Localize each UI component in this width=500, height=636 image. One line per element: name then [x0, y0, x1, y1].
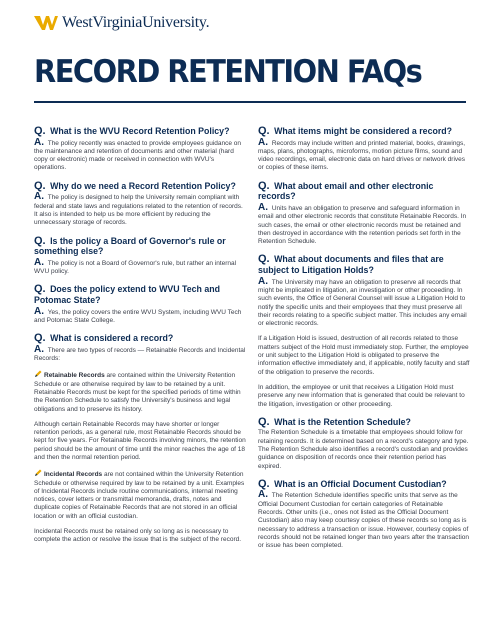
faq-answer	[34, 193, 246, 227]
paragraph: If a Litigation Hold is issued, destruction of all records related to those matters subject of the Hold must immediately stop. Further, the employee or unit subject to the Litigation Hold is obligated to preserve the information effective immediately and, if applicable, notify faculty and staff of the obligation to preserve the records.	[258, 335, 470, 376]
question-text: What about email and other electronic records?	[258, 180, 434, 202]
a-marker: A.	[258, 201, 268, 213]
bullet-label: Retainable Records	[44, 372, 105, 380]
a-marker: A.	[258, 275, 268, 287]
faq-answer	[258, 201, 470, 246]
paragraph: Although certain Retainable Records may have shorter or longer retention periods, as a general rule, most Retainable Records should be kept for five years. For Retainable Records involving minors, the retention period should be the amount of time until the minor reaches the age of 18 and then the normal retention period.	[34, 420, 246, 461]
right-column	[258, 126, 470, 559]
faq-answer	[258, 136, 470, 173]
a-marker: A.	[258, 489, 268, 501]
question-text: What about documents and files that are subject to Litigation Holds?	[258, 254, 444, 276]
faq-answer	[34, 136, 246, 173]
bullet-label: Incidental Records	[44, 471, 103, 479]
q-marker: Q.	[258, 477, 270, 490]
bullet-text: are not contained within the University Retention Schedule or otherwise required by law to be retained by a unit. Examples of Incidental Records include routine communications, internal meeting notices, cover letters or transmittal memoranda, drafts, notes and duplicate copies of Retainable Records that are not stored in an official location or with an official custodian.	[34, 471, 245, 520]
q-marker: Q.	[258, 179, 270, 192]
a-marker: A.	[258, 136, 268, 148]
title-divider	[34, 101, 466, 103]
q-marker: Q.	[34, 332, 46, 345]
faq-question	[34, 236, 246, 257]
page-title: RECORD RETENTION FAQs	[34, 54, 422, 90]
faq-answer	[34, 256, 246, 277]
q-marker: Q.	[258, 253, 270, 266]
answer-text: The policy is not a Board of Governor's rule, but rather an internal WVU policy.	[34, 259, 237, 276]
question-text: Why do we need a Record Retention Policy?	[50, 180, 236, 191]
faq-question	[34, 181, 246, 192]
faq-question	[34, 333, 246, 344]
question-text: What is the Retention Schedule?	[274, 416, 411, 427]
a-marker: A.	[34, 256, 44, 268]
paragraph: Incidental Records must be retained only so long as is necessary to complete the action or resolve the issue that is the subject of the record.	[34, 528, 242, 544]
q-marker: Q.	[34, 125, 46, 137]
faq-item	[34, 284, 246, 325]
paragraph: In addition, the employee or unit that receives a Litigation Hold must preserve any new information that is generated that could be relevant to the litigation, investigation or other proceeding.	[258, 383, 465, 408]
answer-text: The Retention Schedule is a timetable that employees should follow for retaining records. It is determined based on a record's category and type. The Retention Schedule also identifies a record's custodian and provides guidance on disposition of records once their retention period has expired.	[258, 429, 469, 470]
question-text: What is an Official Document Custodian?	[274, 478, 447, 489]
faq-item	[258, 126, 470, 173]
answer-text: The policy recently was enacted to provide employees guidance on the maintenance and retention of documents and other material (hard copy or electronic) made or received in connection with WVU's operations.	[34, 139, 242, 172]
faq-item	[258, 254, 470, 408]
question-text: What items might be considered a record?	[274, 126, 453, 136]
faq-question	[258, 479, 470, 490]
faq-item	[258, 479, 470, 551]
faq-item	[34, 126, 246, 173]
question-text: Is the policy a Board of Governor's rule or something else?	[34, 235, 226, 257]
bullet-incidental	[34, 469, 246, 521]
question-text: What is considered a record?	[50, 333, 174, 344]
faq-question	[258, 181, 470, 202]
faq-answer	[34, 305, 246, 326]
question-text: Does the policy extend to WVU Tech and Potomac State?	[34, 284, 221, 305]
faq-item	[34, 236, 246, 277]
bullet-text: are contained within the University Retention Schedule or are otherwise required by law to be retained by a unit. Retainable Records must be kept for the specified periods of time within the Retention Schedule to satisfy the University's business and legal obligations and to preserve its history.	[34, 372, 241, 413]
pencil-icon	[34, 469, 42, 477]
q-marker: Q.	[34, 179, 46, 192]
question-text: What is the WVU Record Retention Policy?	[50, 126, 230, 136]
faq-item	[258, 181, 470, 247]
answer-text: There are two types of records — Retainable Records and Incidental Records:	[34, 346, 246, 363]
faq-answer	[258, 429, 470, 470]
answer-text: The University may have an obligation to preserve all records that might be implicated in litigation, an investigation or other proceeding. In such events, the Office of General Counsel will issue a Litigation Hold to notify the specific units and their employees that they must preserve all their records relating to a specific subject matter. This includes any email or electronic records.	[258, 278, 467, 328]
faq-question	[34, 126, 246, 137]
faq-item	[34, 181, 246, 228]
wvu-brand	[34, 14, 209, 32]
a-marker: A.	[34, 305, 44, 317]
faq-question	[258, 417, 470, 428]
q-marker: Q.	[34, 234, 46, 247]
faq-question	[258, 254, 470, 275]
answer-text: Records may include written and printed material, books, drawings, maps, plans, photographs, microforms, motion picture films, sound and video recordings, email, electronic data on hard drives or network drives or copies of these items.	[258, 139, 466, 172]
answer-text: Yes, the policy covers the entire WVU System, including WVU Tech and Potomac State College.	[34, 308, 242, 324]
answer-text: Units have an obligation to preserve and safeguard information in email and other electronic records that constitute Retainable Records. In such cases, the email or other electronic records must be retained and then destroyed in accordance with the retention periods set forth in the Retention Schedule.	[258, 204, 467, 246]
answer-text: The policy is designed to help the University remain compliant with federal and state laws and regulations related to the retention of records. It also is intended to help us be more efficient by reducing the unnecessary storage of records.	[34, 194, 243, 227]
university-name: WestVirginiaUniversity.	[62, 14, 210, 31]
left-column	[34, 126, 246, 553]
faq-item	[258, 417, 470, 471]
bullet-retainable	[34, 370, 246, 413]
faq-answer	[34, 343, 246, 364]
faq-question	[258, 126, 470, 137]
answer-text: The Retention Schedule identifies specific units that serve as the Official Document Custodian for certain categories of Retainable Records. Other units (i.e., ones not listed as the Official Document Custodian) also may keep courtesy copies of these records so long as is necessary to address a transaction or issue. However, courtesy copies of records should not be retained longer than two years after the transaction or issue has been completed.	[258, 492, 470, 550]
faq-question	[34, 284, 246, 305]
a-marker: A.	[34, 191, 44, 203]
q-marker: Q.	[34, 283, 46, 296]
pencil-icon	[34, 370, 42, 378]
q-marker: Q.	[258, 125, 270, 137]
a-marker: A.	[34, 343, 44, 355]
faq-item	[34, 333, 246, 545]
q-marker: Q.	[258, 415, 270, 428]
faq-answer	[258, 491, 470, 550]
a-marker: A.	[34, 136, 44, 148]
flying-wv-logo-icon	[34, 15, 58, 31]
faq-answer	[258, 275, 470, 329]
